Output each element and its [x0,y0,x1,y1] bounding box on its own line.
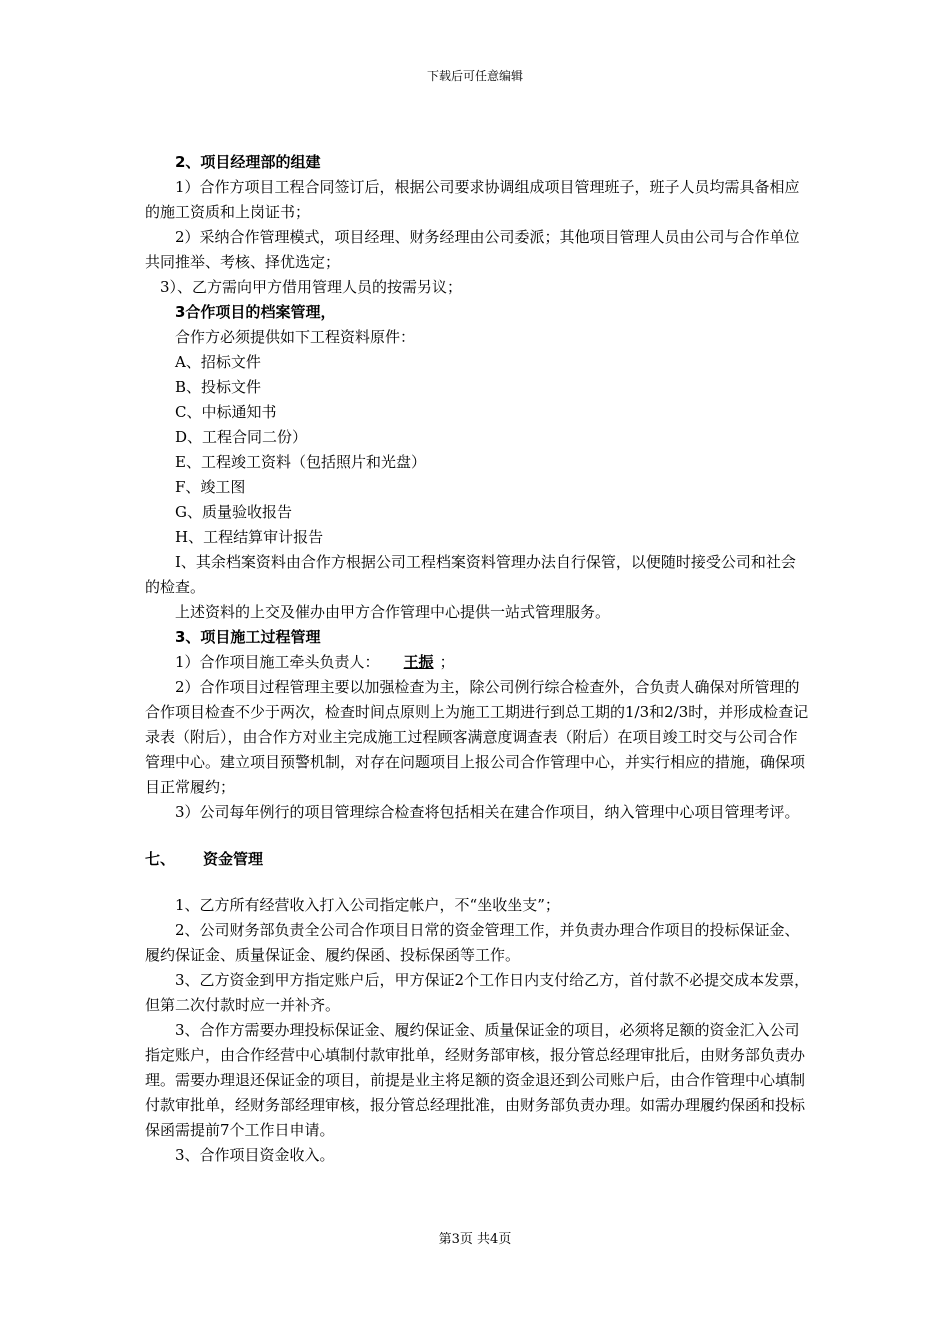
section-title: 资金管理 [203,850,264,868]
lead-label: 1）合作项目施工牵头负责人： [175,653,380,671]
list-item: C、中标通知书 [175,403,277,421]
paragraph: 1、乙方所有经营收入打入公司指定帐户，不“坐收坐支”； [175,896,560,914]
paragraph: 3）公司每年例行的项目管理综合检查将包括相关在建合作项目，纳入管理中心项目管理考评。 [175,803,800,821]
list-item: D、工程合同二份） [175,428,308,446]
list-item: A、招标文件 [175,353,261,371]
paragraph: 3）、乙方需向甲方借用管理人员的按需另议； [160,278,463,296]
list-item: B、投标文件 [175,378,262,396]
list-item: E、工程竣工资料（包括照片和光盘） [175,453,426,471]
page-footer: 第3页 共4页 [438,1232,512,1247]
paragraph: 上述资料的上交及催办由甲方合作管理中心提供一站式管理服务。 [175,603,611,621]
paragraph: 合作方必须提供如下工程资料原件： [175,328,416,346]
heading-construction: 3、项目施工过程管理 [175,628,321,646]
list-item: F、竣工图 [175,478,246,496]
section-number: 七、 [145,850,176,868]
paragraph-lead [145,650,810,675]
lead-name: 王振 [403,653,434,671]
document-body [145,150,810,1168]
list-item: G、质量验收报告 [175,503,292,521]
lead-end: ； [439,653,455,671]
paragraph: 3、合作方需要办理投标保证金、履约保证金、质量保证金的项目，必须将足额的资金汇入公司指定账户，由合作经营中心填制付款审批单，经财务部审核，报分管总经理审批后，由财务部负责办理。需要办理退还保证金的项目，前提是业主将足额的资金退还到公司账户后，由合作管理中心填制付款审批单，经财务部经理审核，报分管总经理批准，由财务部负责办理。如需办理履约保函和投标保函需提前7个工作日申请。 [145,1021,806,1139]
heading-project-dept: 2、项目经理部的组建 [175,153,321,171]
heading-archive: 3合作项目的档案管理， [175,303,336,321]
paragraph: 1）合作方项目工程合同签订后，根据公司要求协调组成项目管理班子，班子人员均需具备相应的施工资质和上岗证书； [145,178,800,221]
page-header: 下载后可任意编辑 [426,69,523,83]
paragraph: 2）合作项目过程管理主要以加强检查为主，除公司例行综合检查外，合负责人确保对所管理的合作项目检查不少于两次，检查时间点原则上为施工工期进行到总工期的1/3和2/3时，并形成检查记录表（附后），由合作方对业主完成施工过程顾客满意度调查表（附后）在项目竣工时交与公司合作管理中心。建立项目预警机制，对存在问题项目上报公司合作管理中心，并实行相应的措施，确保项目正常履约； [145,678,809,796]
paragraph: I、其余档案资料由合作方根据公司工程档案资料管理办法自行保管，以便随时接受公司和社会的检查。 [145,553,796,596]
paragraph: 2、公司财务部负责全公司合作项目日常的资金管理工作，并负责办理合作项目的投标保证金、履约保证金、质量保证金、履约保函、投标保函等工作。 [145,921,800,964]
paragraph: 3、合作项目资金收入。 [175,1146,335,1164]
list-item: H、工程结算审计报告 [175,528,324,546]
paragraph: 2）采纳合作管理模式，项目经理、财务经理由公司委派；其他项目管理人员由公司与合作单位共同推举、考核、择优选定； [145,228,800,271]
paragraph: 3、乙方资金到甲方指定账户后，甲方保证2个工作日内支付给乙方，首付款不必提交成本发票，但第二次付款时应一并补齐。 [145,971,810,1014]
section-heading-funds [145,847,810,872]
